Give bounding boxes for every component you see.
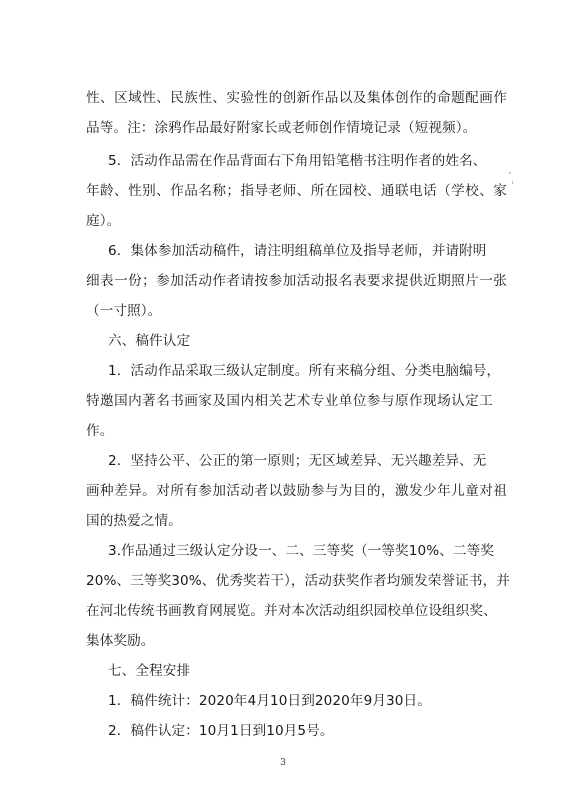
body-text-line: （一寸照）。: [86, 303, 162, 319]
body-text-line: 2．坚持公平、公正的第一原则；无区域差异、无兴趣差异、无: [108, 453, 487, 469]
body-text-line: 5．活动作品需在作品背面右下角用铅笔楷书注明作者的姓名、: [108, 153, 487, 169]
body-text-line: 3.作品通过三级认定分设一、二、三等奖（一等奖10%、二等奖: [108, 543, 495, 559]
body-text-line: 画种差异。对所有参加活动者以鼓励参与为目的，激发少年儿童对祖: [86, 483, 508, 499]
body-text-line: 年龄、性别、作品名称；指导老师、所在园校、通联电话（学校、家: [86, 183, 508, 199]
body-text-line: 性、区域性、民族性、实验性的创新作品以及集体创作的命题配画作: [86, 90, 508, 106]
body-text-line: 在河北传统书画教育网展览。并对本次活动组织园校单位设组织奖、: [86, 603, 497, 619]
section-heading: 六、稿件认定: [108, 333, 191, 349]
schedule-item: 1．稿件统计：2020年4月10日到2020年9月30日。: [108, 693, 431, 709]
schedule-item: 2．稿件认定：10月1日到10月5号。: [108, 723, 334, 739]
body-text-line: 集体奖励。: [86, 633, 155, 649]
body-text-line: 庭）。: [86, 213, 121, 229]
body-text-line: 作。: [86, 423, 114, 439]
scan-speck: [509, 172, 511, 174]
body-text-line: 品等。注：涂鸦作品最好附家长或老师创作情境记录（短视频）。: [86, 120, 477, 136]
section-heading: 七、全程安排: [108, 663, 191, 679]
body-text-line: 1．活动作品采取三级认定制度。所有来稿分组、分类电脑编号，: [108, 363, 501, 379]
body-text-line: 细表一份；参加活动作者请按参加活动报名表要求提供近期照片一张: [86, 273, 508, 289]
page-number: 3: [280, 758, 286, 768]
body-text-line: 20%、三等奖30%、优秀奖若干），活动获奖作者均颁发荣誉证书，并: [86, 573, 510, 589]
scan-speck: [512, 181, 513, 184]
body-text-line: 6．集体参加活动稿件，请注明组稿单位及指导老师，并请附明: [108, 243, 487, 259]
body-text-line: 特邀国内著名书画家及国内相关艺术专业单位参与原作现场认定工: [86, 393, 494, 409]
body-text-line: 国的热爱之情。: [86, 513, 182, 529]
